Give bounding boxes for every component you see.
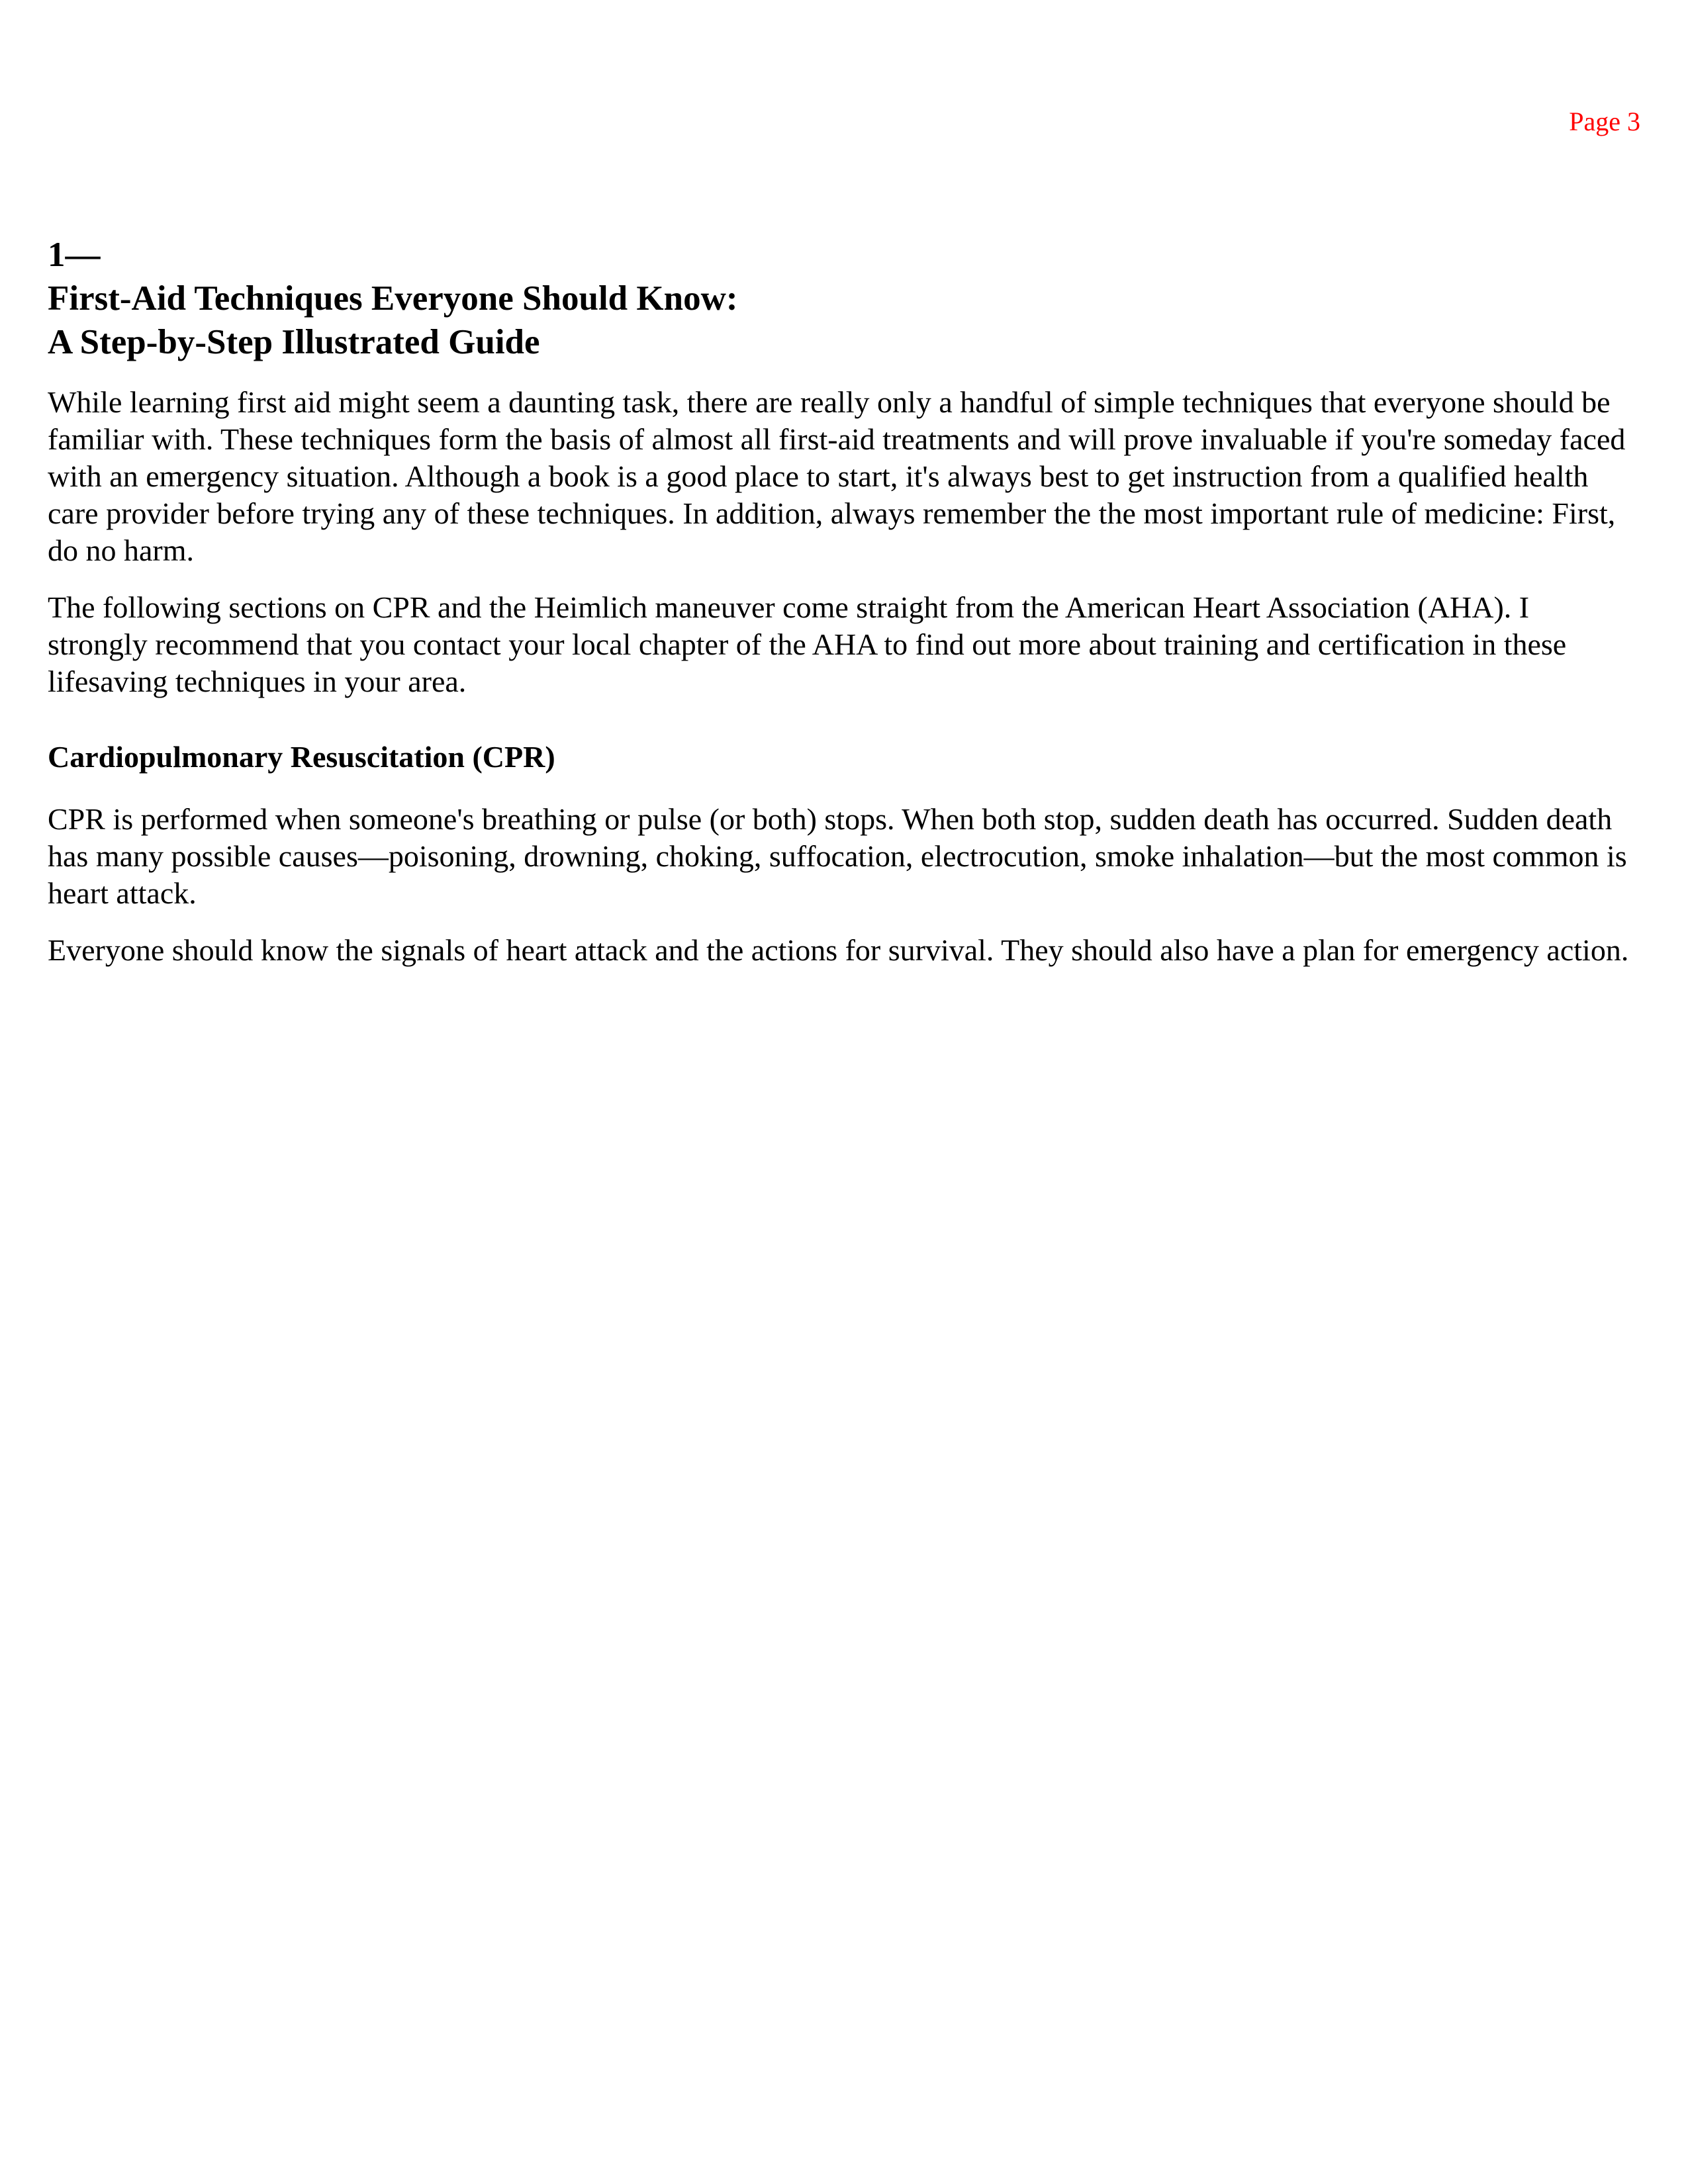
cpr-paragraph-1: CPR is performed when someone's breathing or pulse (or both) stops. When both stop, sudden death has occurred. Sudden death has many possible causes—poisoning, drowning, choking, suffocation, electrocution, smoke inhalation—but the most common is heart attack.: [48, 802, 1627, 910]
section-heading-cpr: Cardiopulmonary Resuscitation (CPR): [48, 740, 555, 774]
page-number: Page 3: [1569, 107, 1640, 136]
chapter-heading: [48, 233, 1636, 364]
chapter-title-line-2: A Step-by-Step Illustrated Guide: [48, 323, 540, 361]
chapter-number: 1—: [48, 236, 101, 274]
chapter-title-line-1: First-Aid Techniques Everyone Should Know:: [48, 279, 738, 318]
intro-paragraph-2: The following sections on CPR and the Heimlich maneuver come straight from the American Heart Association (AHA). I strongly recommend that you contact your local chapter of the AHA to find out more about training and certification in these lifesaving techniques in your area.: [48, 590, 1567, 698]
document-body: [48, 233, 1636, 969]
intro-paragraph-1: While learning first aid might seem a daunting task, there are really only a handful of simple techniques that everyone should be familiar with. These techniques form the basis of almost all first-aid treatments and will prove invaluable if you're someday faced with an emergency situation. Although a book is a good place to start, it's always best to get instruction from a qualified health care provider before trying any of these techniques. In addition, always remember the the most important rule of medicine: First, do no harm.: [48, 385, 1626, 567]
cpr-paragraph-2: Everyone should know the signals of heart attack and the actions for survival. They should also have a plan for emergency action.: [48, 933, 1629, 967]
